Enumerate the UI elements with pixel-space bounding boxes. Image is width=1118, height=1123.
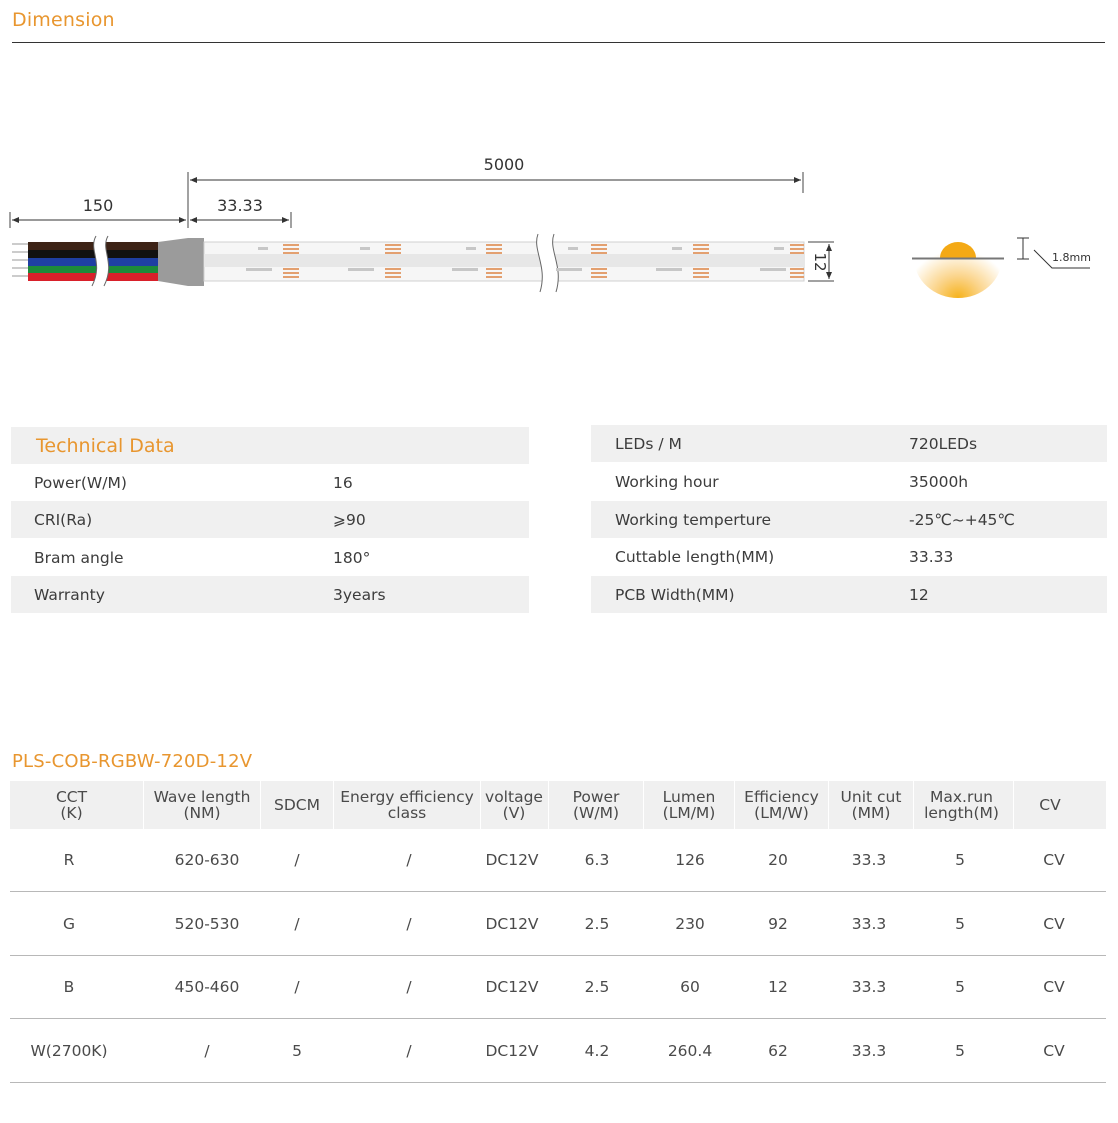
cell-cv: CV	[1043, 850, 1065, 869]
cell-energy-class: /	[406, 977, 412, 996]
table-row	[10, 892, 1106, 955]
cell-cct: W(2700K)	[30, 1041, 108, 1060]
column-header: Energy efficiency class	[340, 788, 474, 822]
table-row	[591, 425, 1107, 462]
spec-value: 35000h	[909, 472, 969, 491]
cell-lumen: 230	[675, 914, 705, 933]
cell-sdcm: /	[294, 850, 300, 869]
strip-connector	[158, 238, 204, 286]
cell-cv: CV	[1043, 977, 1065, 996]
cell-lumen: 60	[680, 977, 700, 996]
cell-cct: B	[63, 977, 75, 996]
table-row	[10, 828, 1106, 891]
cell-energy-class: /	[406, 1041, 412, 1060]
row-divider	[10, 1082, 1106, 1083]
table-row	[10, 1019, 1106, 1082]
spec-label: Bram angle	[34, 548, 124, 567]
cell-efficiency: 12	[768, 977, 788, 996]
column-header: Power (W/M)	[572, 788, 620, 822]
spec-label: CRI(Ra)	[34, 510, 93, 529]
table-row	[10, 955, 1106, 1018]
cell-voltage: DC12V	[485, 914, 539, 933]
column-header: Efficiency (LM/W)	[744, 788, 819, 822]
column-header: Lumen (LM/M)	[662, 788, 716, 822]
column-header: CCT (K)	[55, 788, 88, 822]
cell-cv: CV	[1043, 1041, 1065, 1060]
cell-efficiency: 20	[768, 850, 788, 869]
cell-lumen: 126	[675, 850, 705, 869]
cell-energy-class: /	[406, 914, 412, 933]
column-header: SDCM	[274, 796, 320, 814]
cell-max-run: 5	[955, 977, 965, 996]
cell-energy-class: /	[406, 850, 412, 869]
spec-label: Power(W/M)	[34, 473, 127, 492]
cell-wavelength: 620-630	[174, 850, 240, 869]
cell-lumen: 260.4	[667, 1041, 713, 1060]
cell-voltage: DC12V	[485, 1041, 539, 1060]
cell-max-run: 5	[955, 1041, 965, 1060]
spec-label: Working temperture	[615, 510, 772, 529]
dimension-divider	[12, 42, 1105, 43]
spec-label: Working hour	[615, 472, 719, 491]
spec-value: 720LEDs	[909, 434, 978, 453]
table-row	[591, 538, 1107, 575]
technical-data-header	[11, 427, 529, 464]
product-model-title: PLS-COB-RGBW-720D-12V	[12, 751, 253, 772]
column-header: Unit cut (MM)	[840, 788, 902, 822]
cell-power: 2.5	[584, 977, 610, 996]
cell-efficiency: 92	[768, 914, 788, 933]
column-header: voltage (V)	[485, 788, 543, 822]
cell-wavelength: 450-460	[174, 977, 240, 996]
spec-value: 16	[333, 473, 353, 492]
led-strip-body	[204, 234, 804, 292]
cell-voltage: DC12V	[485, 977, 539, 996]
technical-data-title: Technical Data	[36, 434, 175, 457]
spec-table-header	[10, 781, 1106, 829]
cell-cct: R	[63, 850, 75, 869]
spec-value: -25℃~+45℃	[909, 510, 1015, 529]
spec-value: 3years	[333, 585, 386, 604]
cell-cct: G	[62, 914, 75, 933]
table-row	[11, 501, 529, 538]
spec-value: 12	[909, 585, 929, 604]
column-header: Wave length (NM)	[153, 788, 251, 822]
cut-length-label: 33.33	[217, 196, 263, 215]
column-header: CV	[1039, 796, 1061, 814]
cell-power: 6.3	[584, 850, 610, 869]
cell-power: 2.5	[584, 914, 610, 933]
technical-data-left	[11, 427, 529, 613]
cell-sdcm: /	[294, 914, 300, 933]
lead-wires	[12, 236, 160, 286]
dimension-title: Dimension	[12, 9, 115, 31]
spec-value: 180°	[333, 548, 371, 567]
table-row	[11, 539, 529, 576]
lead-length-label: 150	[82, 196, 114, 215]
table-row	[591, 501, 1107, 538]
technical-data-right	[591, 425, 1107, 613]
cell-unit-cut: 33.3	[851, 1041, 887, 1060]
cell-unit-cut: 33.3	[851, 850, 887, 869]
cell-voltage: DC12V	[485, 850, 539, 869]
total-length-label: 5000	[483, 155, 525, 174]
table-row	[11, 576, 529, 613]
spec-label: PCB Width(MM)	[615, 585, 735, 604]
cell-cv: CV	[1043, 914, 1065, 933]
strip-dimension-drawing	[0, 140, 1118, 300]
spec-value: ⩾90	[333, 510, 366, 529]
column-header: Max.run length(M)	[924, 788, 999, 822]
spec-label: Cuttable length(MM)	[615, 547, 775, 566]
cell-efficiency: 62	[768, 1041, 788, 1060]
cell-wavelength: 520-530	[174, 914, 240, 933]
cell-unit-cut: 33.3	[851, 914, 887, 933]
cell-power: 4.2	[584, 1041, 610, 1060]
cell-wavelength: /	[204, 1041, 210, 1060]
cell-max-run: 5	[955, 850, 965, 869]
spec-label: LEDs / M	[615, 434, 682, 453]
cell-sdcm: /	[294, 977, 300, 996]
cell-sdcm: 5	[292, 1041, 302, 1060]
height-label: 1.8mm	[1052, 251, 1091, 264]
cell-max-run: 5	[955, 914, 965, 933]
table-row	[11, 464, 529, 501]
spec-value: 33.33	[909, 547, 954, 566]
table-row	[591, 463, 1107, 500]
cell-unit-cut: 33.3	[851, 977, 887, 996]
table-row	[591, 576, 1107, 613]
pcb-width-label: 12	[811, 252, 829, 272]
spec-label: Warranty	[34, 585, 105, 604]
